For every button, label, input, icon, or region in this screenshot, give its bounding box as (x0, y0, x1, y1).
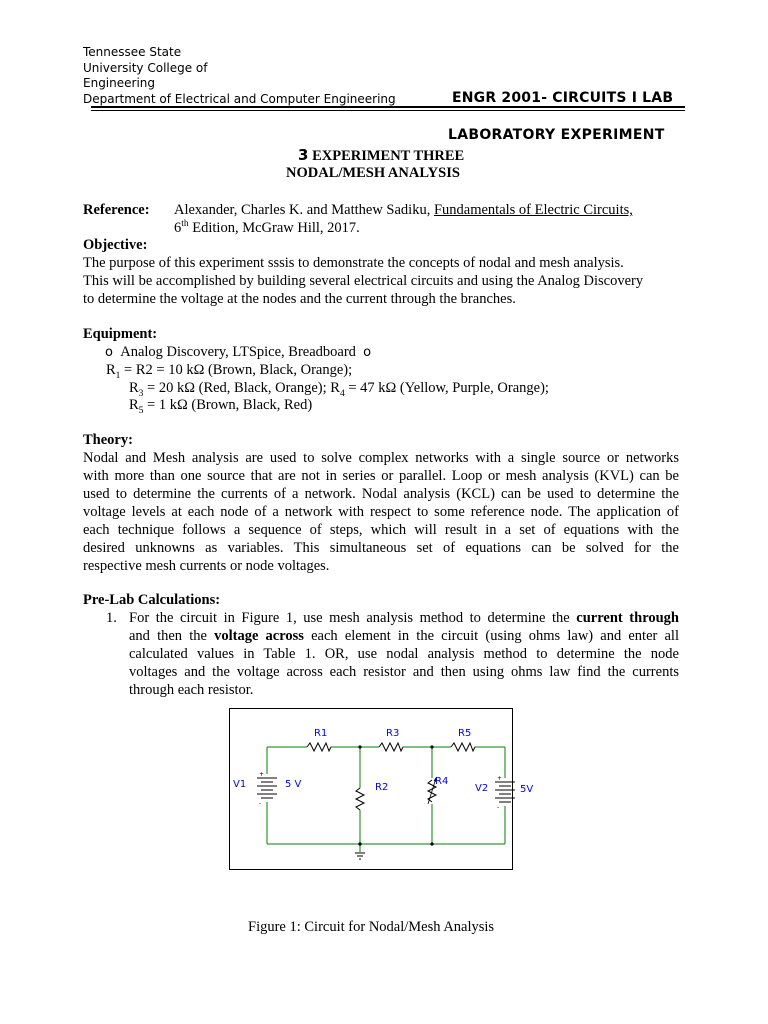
reference-edition: 6 (174, 220, 182, 236)
objective-body (83, 254, 683, 308)
r4-label: R4 (435, 776, 449, 787)
r1-r2-value: = R2 = 10 kΩ (Brown, Black, Orange); (120, 362, 353, 378)
r2-label: R2 (375, 782, 389, 793)
prelab-emphasis: current through (576, 610, 679, 626)
theory-line: Nodal and Mesh analysis are used to solve complex networks with a single source or networks (83, 450, 679, 466)
equipment-r1-r2 (106, 361, 352, 379)
objective-heading: Objective: (83, 237, 148, 253)
institution-line: University College of (83, 60, 208, 75)
prelab-line: voltages and the voltage across each resistor and then using ohms law find the currents (129, 664, 679, 680)
theory-body (83, 449, 679, 575)
theory-line: each technique follows a sequence of steps, which will result in a set of equations with the (83, 522, 679, 538)
bullet-marker: o (363, 345, 372, 360)
course-title: ENGR 2001- CIRCUITS I LAB (452, 90, 674, 106)
v2-value: 5V (520, 784, 534, 795)
r5-value: = 1 kΩ (Brown, Black, Red) (143, 397, 313, 413)
department-line: Department of Electrical and Computer Engineering (83, 91, 396, 106)
theory-line: respective mesh currents or node voltages. (83, 558, 330, 574)
reference-label: Reference: (83, 202, 150, 218)
experiment-number: 3 (298, 146, 309, 164)
theory-line: used to determine the currents of a network. Nodal analysis (KCL) can be used to determine the (83, 486, 679, 502)
experiment-subtitle: NODAL/MESH ANALYSIS (286, 165, 460, 181)
v2-label: V2 (475, 783, 489, 794)
circuit-diagram (229, 708, 534, 870)
r5-label: R (129, 397, 139, 413)
bullet-marker: o (105, 345, 113, 360)
reference-book: Fundamentals of Electric Circuits, (433, 202, 633, 218)
objective-line: The purpose of this experiment sssis to demonstrate the concepts of nodal and mesh analysis. (83, 255, 624, 271)
circuit-wires (267, 747, 505, 852)
prelab-text: each element in the circuit (using ohms law) and enter all (303, 628, 679, 644)
institution-header (83, 45, 396, 107)
equipment-r3-r4 (129, 379, 549, 397)
prelab-text: and then the (129, 628, 215, 644)
theory-line: voltage levels at each node of a network with respect to some reference node. The application of (83, 504, 679, 520)
r5-zigzag (451, 743, 475, 751)
reference-edition-rest: Edition, McGraw Hill, 2017. (188, 220, 360, 236)
theory-heading: Theory: (83, 432, 133, 448)
r1-label: R (106, 362, 116, 378)
equipment-r5 (129, 396, 312, 414)
lab-experiment-heading: LABORATORY EXPERIMENT (448, 127, 665, 143)
r2-zigzag (356, 788, 364, 810)
prelab-line (129, 627, 679, 645)
objective-line: This will be accomplished by building several electrical circuits and using the Analog Discovery (83, 273, 644, 289)
r3-label: R (129, 380, 139, 396)
equipment-tools: Analog Discovery, LTSpice, Breadboard (120, 344, 356, 360)
r3-zigzag (379, 743, 403, 751)
figure-caption: Figure 1: Circuit for Nodal/Mesh Analysis (248, 919, 495, 935)
r1-zigzag (307, 743, 331, 751)
resistor-symbols (307, 743, 475, 810)
prelab-heading: Pre-Lab Calculations: (83, 592, 221, 608)
equipment-line-1 (105, 343, 371, 362)
reference-text (174, 201, 678, 237)
ground-symbol (355, 853, 365, 859)
r3-label: R3 (386, 728, 400, 739)
v1-label: V1 (233, 779, 247, 790)
r1-sub: 1 (115, 370, 121, 381)
objective-line: to determine the voltage at the nodes and the current through the branches. (83, 291, 516, 307)
reference-authors: Alexander, Charles K. and Matthew Sadiku, (174, 202, 434, 218)
institution-line: Tennessee State (83, 45, 182, 59)
prelab-line: calculated values in Table 1. OR, use nodal analysis method to determine the node (129, 646, 679, 662)
svg-text:-: - (259, 800, 262, 807)
prelab-line (129, 609, 679, 627)
equipment-heading: Equipment: (83, 326, 158, 342)
prelab-text: For the circuit in Figure 1, use mesh analysis method to determine the (129, 610, 577, 626)
theory-line: with more than one source that are not in series or parallel. Loop or mesh analysis (KVL) can be (83, 468, 679, 484)
header-rule (91, 106, 685, 108)
prelab-item-number: 1. (106, 610, 117, 626)
svg-text:-: - (497, 804, 500, 811)
r3-r4-value: = 20 kΩ (Red, Black, Orange); R (143, 380, 340, 396)
r1-label: R1 (314, 728, 328, 739)
circuit-labels (233, 728, 533, 795)
r4-sub: 4 (339, 388, 345, 399)
r5-sub: 5 (138, 405, 144, 416)
experiment-name: EXPERIMENT THREE (312, 148, 465, 164)
prelab-line: through each resistor. (129, 682, 254, 698)
junction-dots (358, 745, 433, 845)
prelab-item-text (129, 609, 679, 699)
svg-text:+: + (259, 771, 265, 778)
r3-sub: 3 (138, 388, 144, 399)
prelab-emphasis: voltage across (214, 628, 304, 644)
theory-line: desired unknowns as variables. This simultaneous set of equations can be solved for the (83, 540, 679, 556)
svg-text:+: + (497, 775, 503, 782)
r4-value: = 47 kΩ (Yellow, Purple, Orange); (344, 380, 549, 396)
reference-edition-sup: th (181, 219, 189, 230)
institution-line: Engineering (83, 76, 155, 90)
experiment-title (298, 146, 464, 165)
header-rule-thin (91, 110, 685, 111)
v1-value: 5 V (285, 779, 302, 790)
r5-label: R5 (458, 728, 472, 739)
